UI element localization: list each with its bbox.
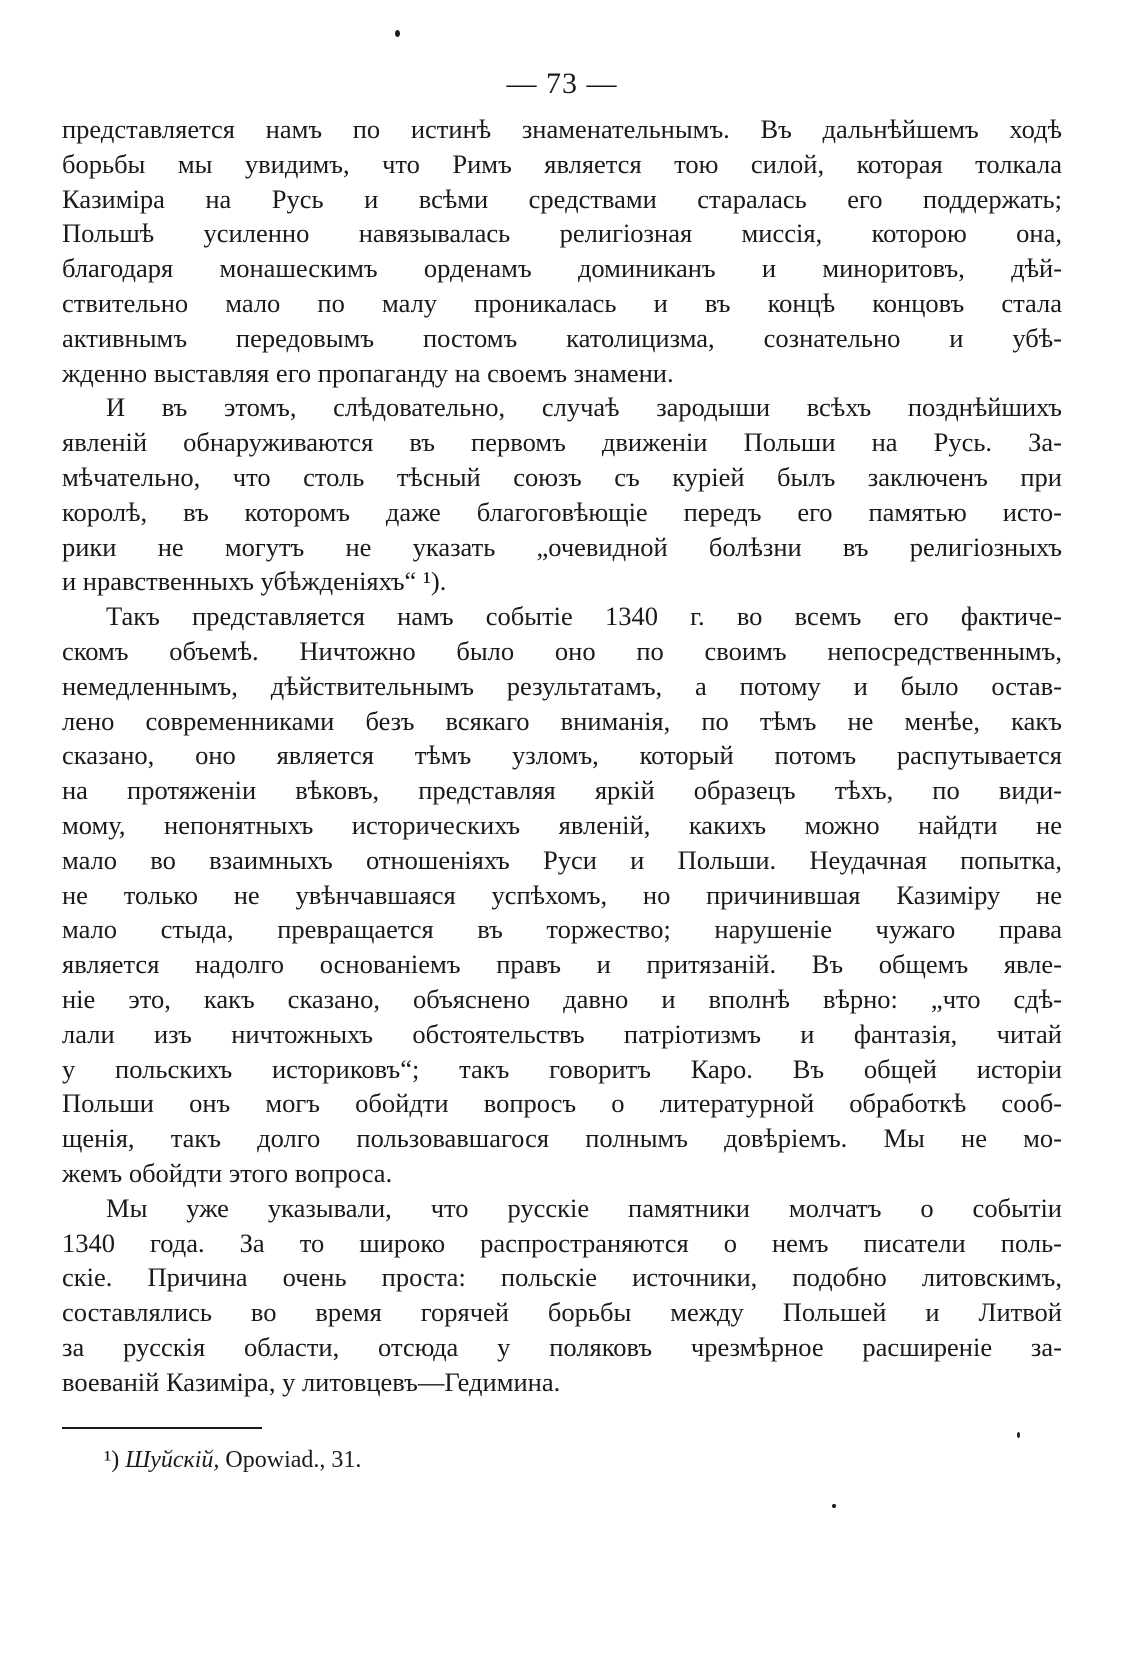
text-line: 1340 года. За то широко распространяются о немъ писатели поль- xyxy=(62,1227,1062,1258)
text-line: представляется намъ по истинѣ знаменательнымъ. Въ дальнѣйшемъ ходѣ xyxy=(62,114,1062,144)
text-line: мало во взаимныхъ отношеніяхъ Руси и Польши. Неудачная попытка, xyxy=(62,844,1062,875)
text-line: мало стыда, превращается въ торжество; нарушеніе чужаго права xyxy=(62,914,1062,945)
text-line: у польскихъ историковъ“; такъ говоритъ Каро. Въ общей исторіи xyxy=(62,1053,1062,1084)
footnote-reference: Opowiad., 31. xyxy=(225,1447,362,1474)
text-line: является надолго основаніемъ правъ и притязаній. Въ общемъ явле- xyxy=(62,949,1062,980)
text-line: жемъ обойдти этого вопроса. xyxy=(62,1157,393,1188)
text-line: королѣ, въ которомъ даже благоговѣющіе передъ его памятью исто- xyxy=(62,496,1062,527)
text-line: Казиміра на Русь и всѣми средствами старалась его поддержать; xyxy=(62,183,1062,214)
scan-speck xyxy=(832,1504,836,1508)
text-line: рики не могутъ не указать „очевидной болѣзни въ религіозныхъ xyxy=(62,531,1062,562)
text-line: активнымъ передовымъ постомъ католицизма, сознательно и убѣ- xyxy=(62,322,1062,353)
text-line: составлялись во время горячей борьбы между Польшей и Литвой xyxy=(62,1297,1062,1328)
scan-speck xyxy=(1017,1432,1020,1438)
text-line: Такъ представляется намъ событіе 1340 г. во всемъ его фактиче- xyxy=(106,601,1062,632)
text-line: жденно выставляя его пропаганду на своемъ знамени. xyxy=(62,357,674,388)
text-line: и нравственныхъ убѣжденіяхъ“ ¹). xyxy=(62,566,447,597)
text-line: борьбы мы увидимъ, что Римъ является тою силой, которая толкала xyxy=(62,148,1062,179)
text-line: мѣчательно, что столь тѣсный союзъ съ куріей былъ заключенъ при xyxy=(62,461,1062,492)
paragraph-4 xyxy=(62,1191,1062,1400)
text-line: не только не увѣнчавшаяся успѣхомъ, но причинившая Казиміру не xyxy=(62,879,1062,910)
text-line: воеваній Казиміра, у литовцевъ—Гедимина. xyxy=(62,1366,561,1397)
footnote-divider xyxy=(62,1427,262,1429)
text-line: лали изъ ничтожныхъ обстоятельствъ патріотизмъ и фантазія, читай xyxy=(62,1018,1062,1049)
text-line: Мы уже указывали, что русскіе памятники молчатъ о событіи xyxy=(106,1192,1062,1223)
document-page xyxy=(62,62,1062,1475)
scan-speck xyxy=(395,30,400,37)
text-line: мому, непонятныхъ историческихъ явленій, какихъ можно найдти не xyxy=(62,809,1062,840)
footnote-marker: ¹) xyxy=(104,1447,120,1474)
paragraph-3 xyxy=(62,599,1062,1191)
text-line: ствительно мало по малу проникалась и въ концѣ концовъ стала xyxy=(62,287,1062,318)
text-line: немедленнымъ, дѣйствительнымъ результатамъ, а потому и было остав- xyxy=(62,670,1062,701)
text-line: скомъ объемѣ. Ничтожно было оно по своимъ непосредственнымъ, xyxy=(62,635,1062,666)
text-line: сказано, оно является тѣмъ узломъ, который потомъ распутывается xyxy=(62,740,1062,771)
text-line: на протяженіи вѣковъ, представляя яркій образецъ тѣхъ, по види- xyxy=(62,775,1062,806)
text-line: лено современниками безъ всякаго вниманія, по тѣмъ не менѣе, какъ xyxy=(62,705,1062,736)
text-line: Польшѣ усиленно навязывалась религіозная миссія, которою она, xyxy=(62,218,1062,249)
text-line: Польши онъ могъ обойдти вопросъ о литературной обработкѣ сооб- xyxy=(62,1088,1062,1119)
text-line: щенія, такъ долго пользовавшагося полнымъ довѣріемъ. Мы не мо- xyxy=(62,1123,1062,1154)
text-line: благодаря монашескимъ орденамъ доминиканъ и миноритовъ, дѣй- xyxy=(62,253,1062,284)
text-line: ніе это, какъ сказано, объяснено давно и вполнѣ вѣрно: „что сдѣ- xyxy=(62,983,1062,1014)
footnote-author: Шуйскій, xyxy=(125,1447,220,1474)
page-number: — 73 — xyxy=(506,67,618,100)
paragraph-1 xyxy=(62,112,1062,390)
paragraph-2 xyxy=(62,390,1062,599)
text-line: явленій обнаруживаются въ первомъ движеніи Польши на Русь. За- xyxy=(62,427,1062,458)
footnote xyxy=(104,1445,1062,1475)
text-line: И въ этомъ, слѣдовательно, случаѣ зародыши всѣхъ позднѣйшихъ xyxy=(106,392,1062,423)
text-line: скіе. Причина очень проста: польскіе источники, подобно литовскимъ, xyxy=(62,1262,1062,1293)
text-line: за русскія области, отсюда у поляковъ чрезмѣрное расширеніе за- xyxy=(62,1331,1062,1362)
